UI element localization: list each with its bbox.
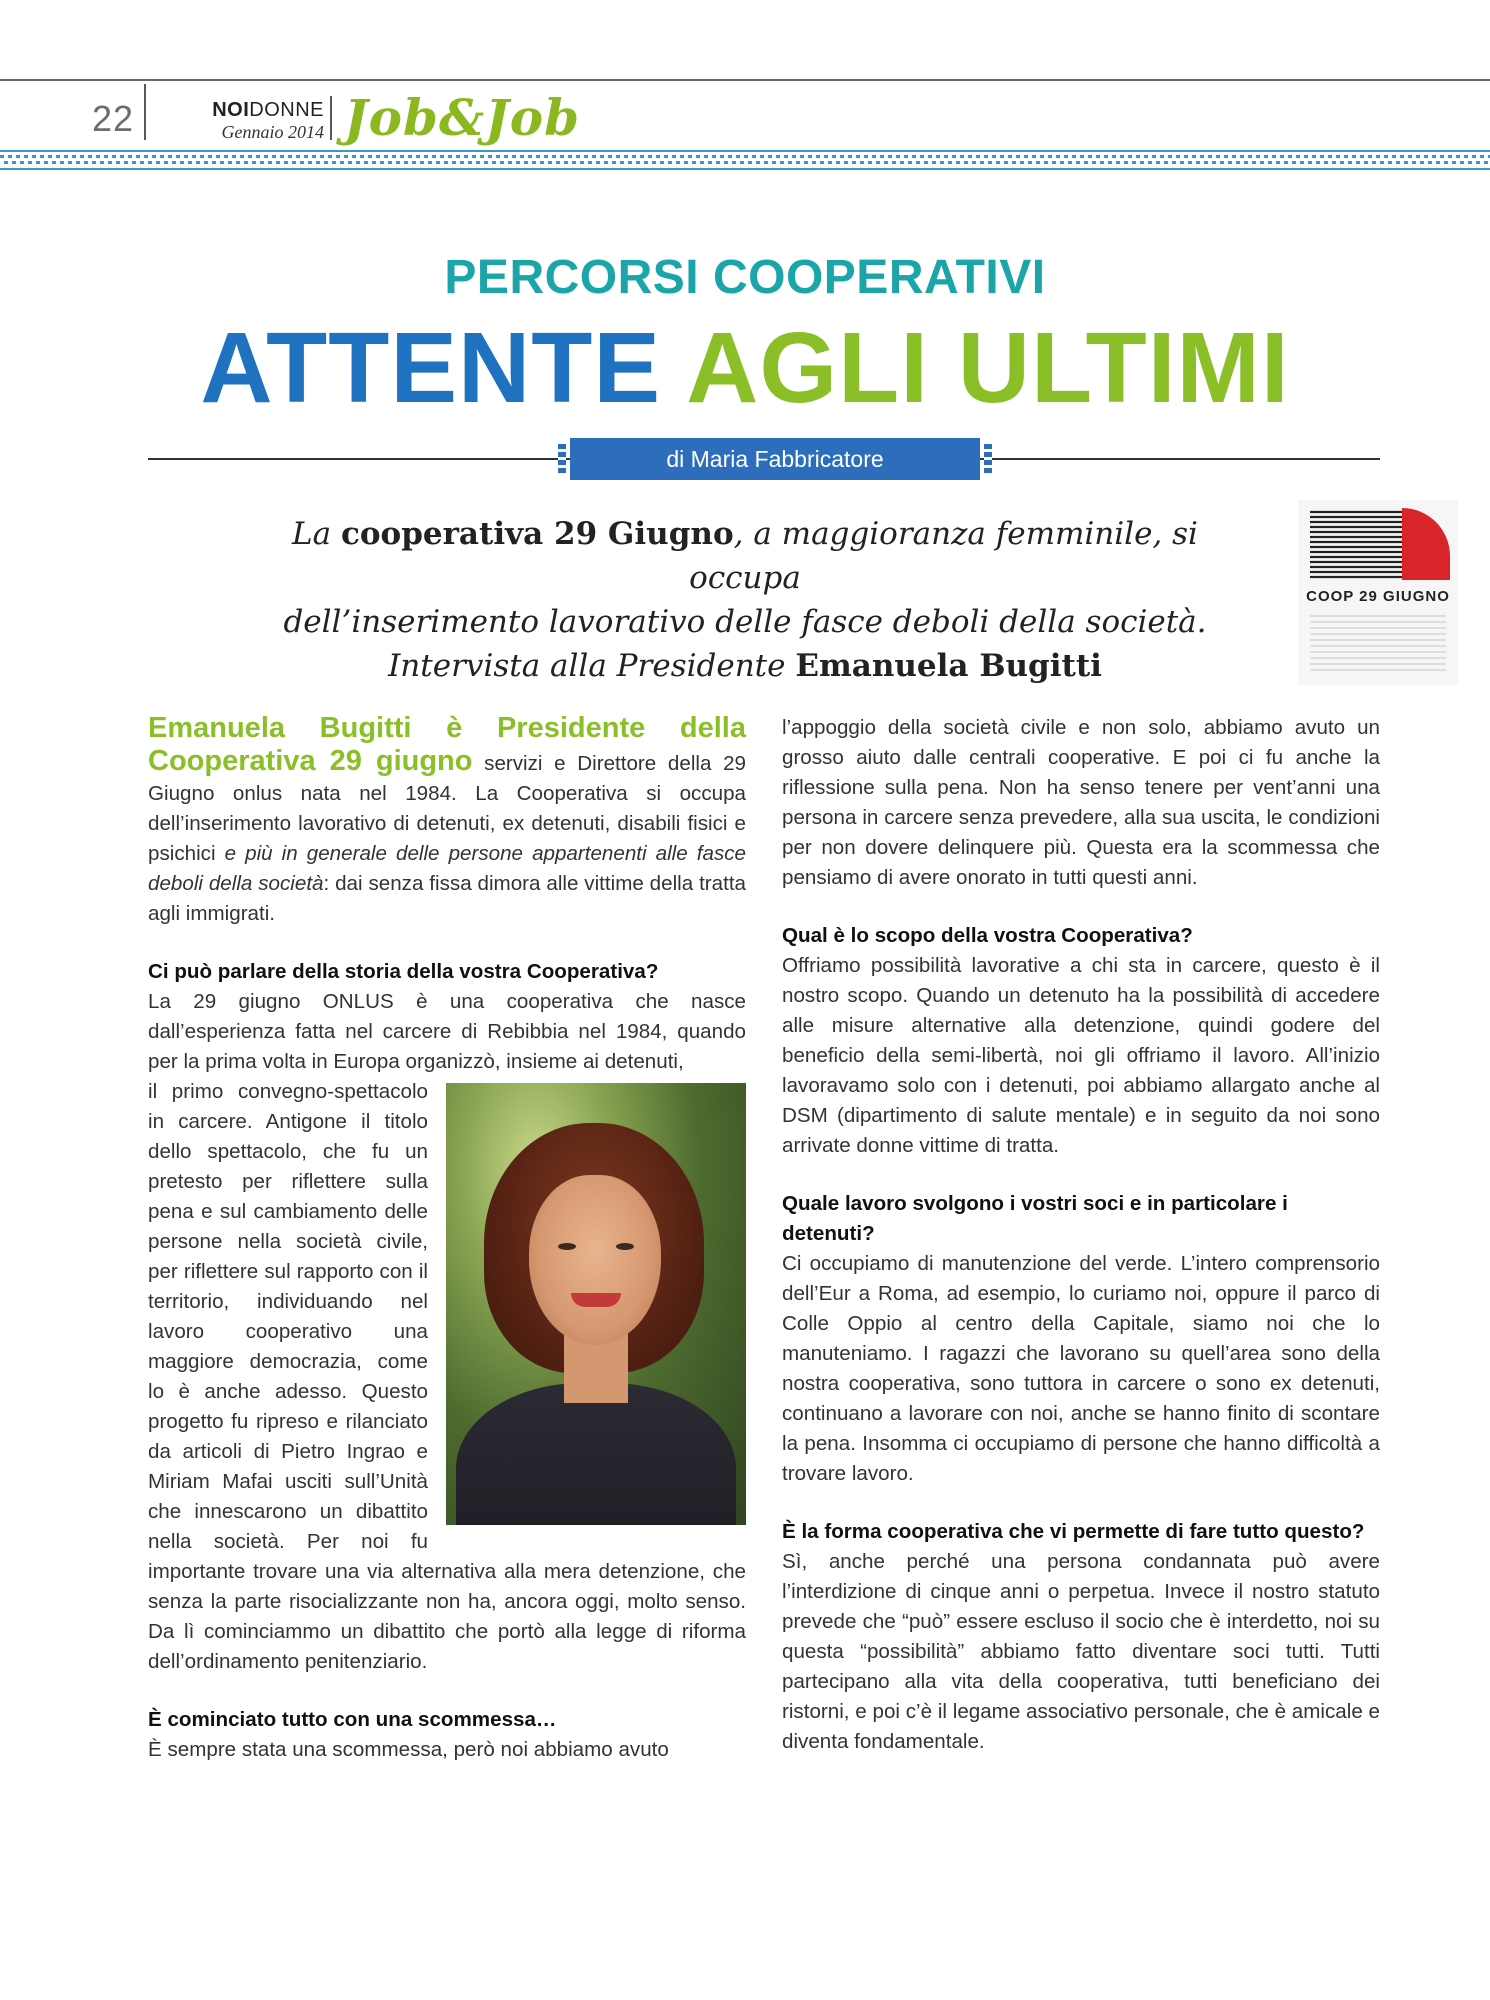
- magazine-name-rest: DONNE: [249, 99, 324, 121]
- header-top-rule: [0, 79, 1490, 81]
- lead-coop-name: cooperativa 29 Giugno: [340, 516, 734, 552]
- headline-part-2: AGLI ULTIMI: [686, 312, 1290, 424]
- lead-text: La: [292, 516, 341, 552]
- lead-text: Intervista alla Presidente: [388, 648, 796, 684]
- headline-part-1: ATTENTE: [200, 312, 662, 424]
- issue-date: Gennaio 2014: [221, 122, 324, 142]
- lead-president-name: Emanuela Bugitti: [795, 648, 1102, 684]
- article-column-left: [148, 713, 746, 1765]
- header-divider: [144, 84, 146, 140]
- question-coop-form: È la forma cooperativa che vi permette di fare tutto questo?: [782, 1520, 1365, 1543]
- question-work: Quale lavoro svolgono i vostri soci e in particolare i detenuti?: [782, 1192, 1288, 1245]
- article-headline: [0, 312, 1490, 424]
- intro-lead-name: Emanuela Bugitti è Presidente della Cooperativa 29 giugno: [148, 712, 746, 777]
- question-bet: È cominciato tutto con una scommessa…: [148, 1708, 557, 1731]
- question-purpose: Qual è lo scopo della vostra Cooperativa?: [782, 924, 1193, 947]
- page-number: 22: [92, 98, 135, 139]
- answer-history-start: La 29 giugno ONLUS è una cooperativa che nasce dall’esperienza fatta nel carcere di Rebibbia nel 1984, quando per la prima volta in Europa organizzò, insieme ai detenuti,: [148, 990, 746, 1073]
- article-kicker: PERCORSI COOPERATIVI: [444, 251, 1046, 304]
- article-lead: [240, 512, 1250, 688]
- answer-history-cont: il primo convegno-spettacolo in carcere. Antigone il titolo dello spettacolo, che fu un pretesto per riflettere sulla pena e sul cambiamento delle persone nella società civile, per riflettere sul rapporto con il territorio, individuando nel lavoro cooperativo una maggiore democrazia, come lo è anche adesso. Questo progetto fu ripreso e rilanciato da articoli di Pietro Ingrao e Miriam Mafai usciti sull’Unità che innescarono un dibattito nella società. Per noi fu importante trovare una via alternativa alla mera detenzione, che senza la parte risocializzante non ha, ancora oggi, molto senso. Da lì cominciammo un dibattito che portò alla legge di riforma dell’ordinamento penitenziario.: [148, 1080, 746, 1673]
- intro-text: : dai senza fissa dimora alle vittime della tratta agli immigrati.: [148, 872, 747, 925]
- lead-text: , a maggioranza femminile, si occupa: [689, 516, 1198, 596]
- answer-coop-form: Sì, anche perché una persona condannata può avere l’interdizione di cinque anni o perpetua. Invece il nostro statuto prevede che “può” essere escluso il socio che è interdetto, noi su questa “possibilità” abbiamo fatto diventare soci tutti. Tutti partecipano alla vita della cooperativa, tutti beneficiano dei ristorni, e poi c’è il legame associativo personale, che è amicale e diventa fondamentale.: [782, 1550, 1380, 1753]
- byline: di Maria Fabbricatore: [570, 438, 980, 480]
- intro-text-italic: e più in generale delle persone appartenenti alle fasce deboli della società: [148, 842, 746, 895]
- question-history: Ci può parlare della storia della vostra Cooperativa?: [148, 960, 659, 983]
- lead-text: dell’inserimento lavorativo delle fasce deboli della società.: [283, 604, 1207, 640]
- answer-bet-cont: l’appoggio della società civile e non solo, abbiamo avuto un grosso aiuto dalle centrali cooperative. E poi ci fu anche la riflessione sulla pena. Non ha senso tenere per vent’anni una persona in carcere senza prevedere, alla sua uscita, le condizioni per non dovere delinquere più. Questa era la scommessa che pensiamo di avere onorato in tutti questi anni.: [782, 716, 1380, 889]
- article-column-right: [782, 713, 1380, 1757]
- magazine-name: [206, 99, 324, 122]
- coop-logo-text: COOP 29 GIUGNO: [1306, 588, 1450, 605]
- coop-logo: [1298, 500, 1458, 685]
- answer-work: Ci occupiamo di manutenzione del verde. L’intero comprensorio dell’Eur a Roma, ad esempio, lo curiamo noi, oppure il parco di Colle Oppio al centro della Capitale, siamo noi che lo manuteniamo. I ragazzi che lavorano su quell’area sono della nostra cooperativa, sono tuttora in carcere o sono ex detenuti, continuano a lavorare con noi, anche se hanno finito di scontare la pena. Insomma ci occupiamo di persone che hanno difficoltà a trovare lavoro.: [782, 1252, 1380, 1485]
- portrait-photo: [446, 1083, 746, 1525]
- intro-text: servizi e Direttore della 29 Giugno onlus nata nel 1984. La Cooperativa si occupa dell’inserimento lavorativo di detenuti, ex detenuti, disabili fisici e psichici: [148, 752, 746, 865]
- answer-bet-start: È sempre stata una scommessa, però noi abbiamo avuto: [148, 1738, 669, 1761]
- header-divider-2: [330, 96, 332, 140]
- section-title: Job&Job: [344, 88, 581, 147]
- magazine-name-bold: NOI: [212, 99, 250, 121]
- answer-purpose: Offriamo possibilità lavorative a chi sta in carcere, questo è il nostro scopo. Quando un detenuto ha la possibilità di accedere alle misure alternative alla detenzione, quindi godere del beneficio della semi-libertà, noi gli offriamo il lavoro. All’inizio lavoravamo solo con i detenuti, poi abbiamo allargato anche al DSM (dipartimento di salute mentale) e in seguito da noi sono arrivate donne vittime di tratta.: [782, 954, 1380, 1157]
- header-decorative-band: [0, 150, 1490, 170]
